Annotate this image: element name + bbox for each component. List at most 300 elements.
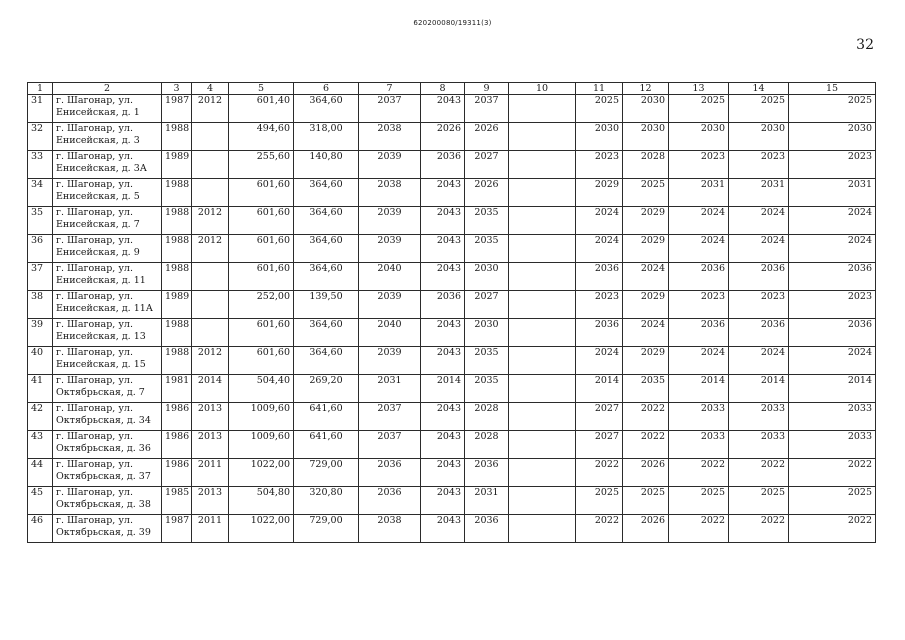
- cell-c9: 2028: [465, 403, 509, 431]
- cell-c3: 1989: [162, 291, 192, 319]
- cell-c8: 2043: [421, 95, 465, 123]
- address-cell: [53, 375, 162, 403]
- cell-c11: 2036: [576, 319, 623, 347]
- cell-c15: 2022: [789, 459, 876, 487]
- cell-c7: 2031: [359, 375, 421, 403]
- cell-c10: [509, 431, 576, 459]
- cell-c7: 2038: [359, 515, 421, 543]
- cell-n: 31: [28, 95, 53, 123]
- document-id: 620200080/19311(3): [413, 19, 492, 27]
- table-row: [28, 123, 876, 151]
- cell-c9: 2030: [465, 319, 509, 347]
- address-line-2: Енисейская, д. 11А: [56, 303, 153, 314]
- cell-c8: 2043: [421, 431, 465, 459]
- cell-c15: 2025: [789, 487, 876, 515]
- column-header-15: 15: [789, 83, 876, 95]
- cell-c4: 2013: [192, 431, 229, 459]
- address-line-2: Октябрьская, д. 37: [56, 471, 151, 482]
- cell-c12: 2029: [623, 347, 669, 375]
- cell-c7: 2039: [359, 347, 421, 375]
- cell-c12: 2029: [623, 207, 669, 235]
- cell-c4: [192, 151, 229, 179]
- cell-c13: 2025: [669, 95, 729, 123]
- cell-c8: 2036: [421, 291, 465, 319]
- cell-c5: 601,60: [229, 347, 294, 375]
- address-line-2: Октябрьская, д. 36: [56, 443, 151, 454]
- cell-c13: 2024: [669, 347, 729, 375]
- cell-c14: 2031: [729, 179, 789, 207]
- cell-c5: 601,40: [229, 95, 294, 123]
- table-row: [28, 431, 876, 459]
- cell-n: 37: [28, 263, 53, 291]
- cell-c3: 1986: [162, 459, 192, 487]
- address-line-1: г. Шагонар, ул.: [56, 263, 133, 274]
- cell-c9: 2030: [465, 263, 509, 291]
- cell-c11: 2022: [576, 459, 623, 487]
- cell-n: 41: [28, 375, 53, 403]
- cell-c3: 1987: [162, 95, 192, 123]
- cell-c12: 2030: [623, 123, 669, 151]
- table-row: [28, 515, 876, 543]
- cell-c12: 2025: [623, 179, 669, 207]
- cell-c5: 601,60: [229, 263, 294, 291]
- address-line-2: Енисейская, д. 3: [56, 135, 140, 146]
- address-line-1: г. Шагонар, ул.: [56, 403, 133, 414]
- cell-c7: 2039: [359, 151, 421, 179]
- cell-n: 45: [28, 487, 53, 515]
- cell-c11: 2030: [576, 123, 623, 151]
- column-header-1: 1: [28, 83, 53, 95]
- table-row: [28, 403, 876, 431]
- cell-c5: 504,80: [229, 487, 294, 515]
- address-cell: [53, 123, 162, 151]
- cell-c8: 2043: [421, 235, 465, 263]
- column-header-10: 10: [509, 83, 576, 95]
- address-line-2: Октябрьская, д. 39: [56, 527, 151, 538]
- cell-c4: [192, 291, 229, 319]
- column-header-12: 12: [623, 83, 669, 95]
- cell-n: 35: [28, 207, 53, 235]
- cell-c13: 2024: [669, 235, 729, 263]
- cell-c15: 2014: [789, 375, 876, 403]
- cell-c14: 2036: [729, 319, 789, 347]
- cell-c9: 2028: [465, 431, 509, 459]
- cell-c11: 2024: [576, 347, 623, 375]
- cell-c7: 2037: [359, 431, 421, 459]
- cell-c9: 2027: [465, 151, 509, 179]
- cell-c15: 2033: [789, 431, 876, 459]
- cell-c5: 601,60: [229, 207, 294, 235]
- cell-c10: [509, 291, 576, 319]
- cell-c7: 2036: [359, 487, 421, 515]
- cell-c12: 2029: [623, 291, 669, 319]
- cell-c8: 2043: [421, 319, 465, 347]
- cell-c12: 2026: [623, 459, 669, 487]
- cell-c6: 364,60: [294, 179, 359, 207]
- cell-c14: 2022: [729, 515, 789, 543]
- address-cell: [53, 487, 162, 515]
- table-row: [28, 179, 876, 207]
- cell-c10: [509, 515, 576, 543]
- cell-c10: [509, 375, 576, 403]
- address-line-1: г. Шагонар, ул.: [56, 95, 133, 106]
- cell-c13: 2024: [669, 207, 729, 235]
- cell-n: 43: [28, 431, 53, 459]
- cell-c5: 255,60: [229, 151, 294, 179]
- cell-c5: 494,60: [229, 123, 294, 151]
- cell-c7: 2039: [359, 207, 421, 235]
- cell-c13: 2025: [669, 487, 729, 515]
- address-line-1: г. Шагонар, ул.: [56, 459, 133, 470]
- cell-c13: 2022: [669, 515, 729, 543]
- cell-c10: [509, 151, 576, 179]
- cell-c6: 641,60: [294, 431, 359, 459]
- cell-c5: 1022,00: [229, 459, 294, 487]
- cell-c12: 2022: [623, 403, 669, 431]
- cell-c10: [509, 123, 576, 151]
- schedule-table: [27, 82, 876, 543]
- cell-c7: 2039: [359, 291, 421, 319]
- cell-c13: 2022: [669, 459, 729, 487]
- address-cell: [53, 291, 162, 319]
- cell-c11: 2025: [576, 95, 623, 123]
- cell-c12: 2024: [623, 263, 669, 291]
- cell-c6: 364,60: [294, 347, 359, 375]
- cell-c14: 2025: [729, 95, 789, 123]
- cell-c5: 504,40: [229, 375, 294, 403]
- cell-c12: 2028: [623, 151, 669, 179]
- cell-c5: 601,60: [229, 235, 294, 263]
- cell-n: 46: [28, 515, 53, 543]
- cell-c15: 2024: [789, 235, 876, 263]
- cell-c6: 318,00: [294, 123, 359, 151]
- cell-c3: 1988: [162, 235, 192, 263]
- cell-c3: 1988: [162, 123, 192, 151]
- address-line-1: г. Шагонар, ул.: [56, 347, 133, 358]
- cell-n: 33: [28, 151, 53, 179]
- address-line-1: г. Шагонар, ул.: [56, 375, 133, 386]
- address-line-2: Октябрьская, д. 34: [56, 415, 151, 426]
- table-row: [28, 263, 876, 291]
- cell-c9: 2031: [465, 487, 509, 515]
- address-cell: [53, 347, 162, 375]
- cell-c3: 1987: [162, 515, 192, 543]
- cell-c8: 2043: [421, 347, 465, 375]
- cell-c7: 2038: [359, 179, 421, 207]
- cell-c10: [509, 95, 576, 123]
- address-line-2: Октябрьская, д. 7: [56, 387, 145, 398]
- table-row: [28, 235, 876, 263]
- cell-c14: 2024: [729, 235, 789, 263]
- cell-c3: 1988: [162, 347, 192, 375]
- cell-c8: 2043: [421, 515, 465, 543]
- cell-c8: 2043: [421, 403, 465, 431]
- cell-c4: 2012: [192, 95, 229, 123]
- cell-c5: 1009,60: [229, 431, 294, 459]
- cell-c3: 1986: [162, 431, 192, 459]
- column-header-11: 11: [576, 83, 623, 95]
- cell-c6: 139,50: [294, 291, 359, 319]
- cell-c4: 2014: [192, 375, 229, 403]
- column-header-13: 13: [669, 83, 729, 95]
- cell-c10: [509, 487, 576, 515]
- cell-c12: 2024: [623, 319, 669, 347]
- cell-c15: 2024: [789, 347, 876, 375]
- cell-c5: 1022,00: [229, 515, 294, 543]
- cell-c7: 2040: [359, 319, 421, 347]
- address-line-2: Енисейская, д. 11: [56, 275, 146, 286]
- cell-c15: 2033: [789, 403, 876, 431]
- cell-c4: 2011: [192, 515, 229, 543]
- cell-c11: 2029: [576, 179, 623, 207]
- cell-c10: [509, 319, 576, 347]
- cell-c14: 2014: [729, 375, 789, 403]
- cell-c8: 2043: [421, 263, 465, 291]
- cell-c3: 1986: [162, 403, 192, 431]
- table-row: [28, 347, 876, 375]
- cell-c3: 1989: [162, 151, 192, 179]
- address-line-2: Енисейская, д. 3А: [56, 163, 147, 174]
- address-cell: [53, 431, 162, 459]
- cell-n: 44: [28, 459, 53, 487]
- address-line-2: Енисейская, д. 9: [56, 247, 140, 258]
- page-number: 32: [856, 37, 874, 53]
- address-line-2: Енисейская, д. 15: [56, 359, 146, 370]
- cell-c4: 2011: [192, 459, 229, 487]
- cell-c11: 2025: [576, 487, 623, 515]
- address-cell: [53, 319, 162, 347]
- cell-c3: 1981: [162, 375, 192, 403]
- cell-c6: 364,60: [294, 319, 359, 347]
- cell-c8: 2036: [421, 151, 465, 179]
- cell-c4: 2013: [192, 403, 229, 431]
- table-row: [28, 487, 876, 515]
- cell-c3: 1988: [162, 319, 192, 347]
- table-row: [28, 459, 876, 487]
- cell-c9: 2026: [465, 123, 509, 151]
- address-line-2: Енисейская, д. 1: [56, 107, 140, 118]
- cell-n: 40: [28, 347, 53, 375]
- cell-c11: 2036: [576, 263, 623, 291]
- cell-c6: 729,00: [294, 515, 359, 543]
- cell-c9: 2035: [465, 207, 509, 235]
- table-body: [28, 95, 876, 543]
- cell-c13: 2036: [669, 319, 729, 347]
- column-header-7: 7: [359, 83, 421, 95]
- cell-c10: [509, 179, 576, 207]
- cell-c14: 2025: [729, 487, 789, 515]
- cell-n: 39: [28, 319, 53, 347]
- cell-c11: 2022: [576, 515, 623, 543]
- table-row: [28, 207, 876, 235]
- cell-c9: 2026: [465, 179, 509, 207]
- cell-c9: 2037: [465, 95, 509, 123]
- address-line-1: г. Шагонар, ул.: [56, 123, 133, 134]
- cell-c7: 2040: [359, 263, 421, 291]
- cell-c12: 2025: [623, 487, 669, 515]
- cell-c8: 2043: [421, 179, 465, 207]
- cell-c10: [509, 207, 576, 235]
- cell-c6: 140,80: [294, 151, 359, 179]
- column-header-3: 3: [162, 83, 192, 95]
- cell-c12: 2026: [623, 515, 669, 543]
- cell-c6: 729,00: [294, 459, 359, 487]
- column-header-9: 9: [465, 83, 509, 95]
- cell-c13: 2031: [669, 179, 729, 207]
- cell-c12: 2022: [623, 431, 669, 459]
- cell-c14: 2024: [729, 347, 789, 375]
- cell-c9: 2035: [465, 375, 509, 403]
- address-line-1: г. Шагонар, ул.: [56, 431, 133, 442]
- cell-c5: 1009,60: [229, 403, 294, 431]
- cell-c9: 2027: [465, 291, 509, 319]
- cell-c10: [509, 263, 576, 291]
- address-cell: [53, 151, 162, 179]
- cell-c6: 641,60: [294, 403, 359, 431]
- address-line-1: г. Шагонар, ул.: [56, 515, 133, 526]
- cell-c10: [509, 235, 576, 263]
- cell-c7: 2038: [359, 123, 421, 151]
- cell-c9: 2036: [465, 515, 509, 543]
- cell-c4: [192, 319, 229, 347]
- table-row: [28, 291, 876, 319]
- cell-c4: [192, 179, 229, 207]
- cell-c3: 1988: [162, 179, 192, 207]
- cell-c15: 2036: [789, 319, 876, 347]
- cell-c4: 2012: [192, 207, 229, 235]
- cell-c7: 2037: [359, 403, 421, 431]
- cell-c3: 1985: [162, 487, 192, 515]
- address-cell: [53, 235, 162, 263]
- cell-c15: 2024: [789, 207, 876, 235]
- cell-c4: 2012: [192, 235, 229, 263]
- address-line-1: г. Шагонар, ул.: [56, 151, 133, 162]
- cell-c11: 2024: [576, 235, 623, 263]
- column-header-4: 4: [192, 83, 229, 95]
- address-cell: [53, 179, 162, 207]
- cell-c12: 2035: [623, 375, 669, 403]
- address-line-2: Енисейская, д. 13: [56, 331, 146, 342]
- cell-c11: 2027: [576, 403, 623, 431]
- cell-c6: 364,60: [294, 207, 359, 235]
- cell-c14: 2030: [729, 123, 789, 151]
- column-header-6: 6: [294, 83, 359, 95]
- cell-c13: 2023: [669, 291, 729, 319]
- cell-c14: 2033: [729, 431, 789, 459]
- column-header-8: 8: [421, 83, 465, 95]
- cell-c8: 2014: [421, 375, 465, 403]
- cell-c13: 2030: [669, 123, 729, 151]
- cell-c11: 2023: [576, 151, 623, 179]
- cell-c5: 601,60: [229, 319, 294, 347]
- table-row: [28, 375, 876, 403]
- cell-n: 36: [28, 235, 53, 263]
- cell-c9: 2035: [465, 235, 509, 263]
- cell-c11: 2014: [576, 375, 623, 403]
- cell-c10: [509, 347, 576, 375]
- cell-c9: 2035: [465, 347, 509, 375]
- cell-c3: 1988: [162, 263, 192, 291]
- cell-c13: 2014: [669, 375, 729, 403]
- cell-c12: 2030: [623, 95, 669, 123]
- cell-c9: 2036: [465, 459, 509, 487]
- cell-c7: 2039: [359, 235, 421, 263]
- cell-c11: 2027: [576, 431, 623, 459]
- address-line-1: г. Шагонар, ул.: [56, 487, 133, 498]
- address-cell: [53, 515, 162, 543]
- address-cell: [53, 459, 162, 487]
- cell-c15: 2025: [789, 95, 876, 123]
- table-row: [28, 95, 876, 123]
- cell-c6: 364,60: [294, 263, 359, 291]
- cell-c13: 2033: [669, 431, 729, 459]
- cell-c7: 2036: [359, 459, 421, 487]
- cell-c14: 2024: [729, 207, 789, 235]
- cell-c8: 2026: [421, 123, 465, 151]
- cell-n: 38: [28, 291, 53, 319]
- cell-c8: 2043: [421, 207, 465, 235]
- cell-c14: 2033: [729, 403, 789, 431]
- cell-c15: 2022: [789, 515, 876, 543]
- cell-n: 42: [28, 403, 53, 431]
- address-cell: [53, 403, 162, 431]
- cell-c7: 2037: [359, 95, 421, 123]
- address-line-2: Енисейская, д. 7: [56, 219, 140, 230]
- address-cell: [53, 95, 162, 123]
- cell-c11: 2023: [576, 291, 623, 319]
- column-header-5: 5: [229, 83, 294, 95]
- cell-c6: 364,60: [294, 235, 359, 263]
- cell-n: 32: [28, 123, 53, 151]
- cell-c10: [509, 403, 576, 431]
- cell-c15: 2036: [789, 263, 876, 291]
- cell-c14: 2023: [729, 291, 789, 319]
- cell-c15: 2030: [789, 123, 876, 151]
- cell-c6: 269,20: [294, 375, 359, 403]
- header-row: [28, 83, 876, 95]
- cell-c14: 2022: [729, 459, 789, 487]
- table-row: [28, 151, 876, 179]
- column-header-2: 2: [53, 83, 162, 95]
- cell-c4: 2013: [192, 487, 229, 515]
- column-header-14: 14: [729, 83, 789, 95]
- cell-c4: 2012: [192, 347, 229, 375]
- cell-c13: 2023: [669, 151, 729, 179]
- cell-c11: 2024: [576, 207, 623, 235]
- address-line-1: г. Шагонар, ул.: [56, 207, 133, 218]
- cell-c10: [509, 459, 576, 487]
- address-line-2: Енисейская, д. 5: [56, 191, 140, 202]
- cell-c15: 2023: [789, 151, 876, 179]
- cell-c6: 320,80: [294, 487, 359, 515]
- cell-c6: 364,60: [294, 95, 359, 123]
- cell-c5: 252,00: [229, 291, 294, 319]
- cell-c15: 2023: [789, 291, 876, 319]
- cell-c13: 2036: [669, 263, 729, 291]
- cell-c4: [192, 123, 229, 151]
- cell-c8: 2043: [421, 459, 465, 487]
- address-line-1: г. Шагонар, ул.: [56, 179, 133, 190]
- address-line-1: г. Шагонар, ул.: [56, 235, 133, 246]
- cell-c4: [192, 263, 229, 291]
- cell-c14: 2036: [729, 263, 789, 291]
- cell-c13: 2033: [669, 403, 729, 431]
- address-line-2: Октябрьская, д. 38: [56, 499, 151, 510]
- address-cell: [53, 207, 162, 235]
- cell-c8: 2043: [421, 487, 465, 515]
- cell-c14: 2023: [729, 151, 789, 179]
- cell-c5: 601,60: [229, 179, 294, 207]
